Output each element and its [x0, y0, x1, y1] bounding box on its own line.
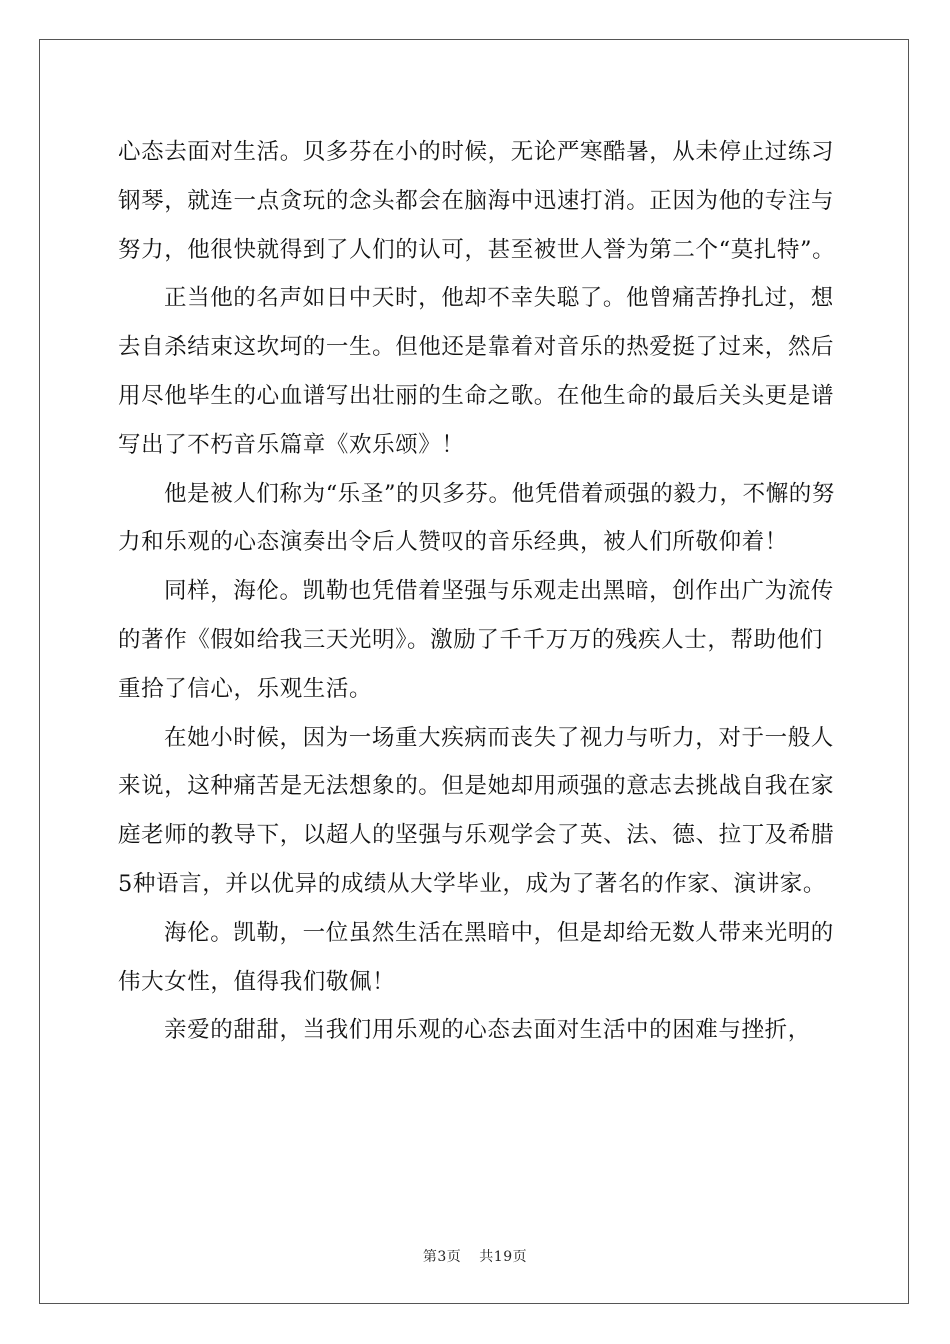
paragraph-helen-keller-summary: 海伦。凯勒，一位虽然生活在黑暗中，但是却给无数人带来光明的伟大女性，值得我们敬佩！ — [118, 919, 834, 995]
page-footer — [0, 1246, 950, 1266]
page-total: 共19页 — [479, 1249, 528, 1265]
paragraph-closing: 亲爱的甜甜，当我们用乐观的心态去面对生活中的困难与挫折， — [164, 1017, 811, 1044]
page-number: 第3页 — [422, 1249, 462, 1265]
paragraph-continuation: 心态去面对生活。贝多芬在小的时候，无论严寒酷暑，从未停止过练习钢琴，就连一点贪玩的念头都会在脑海中迅速打消。正因为他的专注与努力，他很快就得到了人们的认可，甚至被世人誉为第二个“莫扎特”。 — [118, 139, 836, 263]
paragraph-beethoven-deafness: 正当他的名声如日中天时，他却不幸失聪了。他曾痛苦挣扎过，想去自杀结束这坎坷的一生。但他还是靠着对音乐的热爱挺了过来，然后用尽他毕生的心血谱写出壮丽的生命之歌。在他生命的最后关头更是谱写出了不朽音乐篇章《欢乐颂》！ — [118, 285, 835, 458]
document-body — [118, 128, 838, 1055]
paragraph-helen-keller-intro: 同样，海伦。凯勒也凭借着坚强与乐观走出黑暗，创作出广为流传的著作《假如给我三天光明》。激励了千千万万的残疾人士，帮助他们重拾了信心，乐观生活。 — [118, 578, 834, 702]
paragraph-helen-keller-childhood: 在她小时候，因为一场重大疾病而丧失了视力与听力，对于一般人来说，这种痛苦是无法想象的。但是她却用顽强的意志去挑战自我在家庭老师的教导下，以超人的坚强与乐观学会了英、法、德、拉丁及希腊5种语言，并以优异的成绩从大学毕业，成为了著名的作家、演讲家。 — [118, 724, 835, 897]
paragraph-beethoven-summary: 他是被人们称为“乐圣”的贝多芬。他凭借着顽强的毅力，不懈的努力和乐观的心态演奏出令后人赞叹的音乐经典，被人们所敬仰着！ — [118, 480, 836, 556]
